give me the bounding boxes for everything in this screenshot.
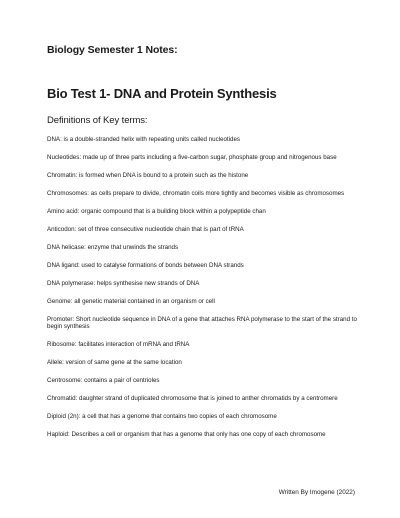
term-name: DNA ligand bbox=[47, 261, 78, 269]
term-definition: facilitates interaction of mRNA and tRNA bbox=[78, 341, 190, 349]
definition-item: DNA: is a double-stranded helix with repeating units called nucleotides bbox=[47, 136, 240, 143]
term-definition: all genetic material contained in an organism or cell bbox=[74, 297, 215, 305]
definition-item: Allele: version of same gene at the same location bbox=[47, 359, 182, 367]
term-name: Diploid (2n) bbox=[47, 413, 79, 421]
definitions-list bbox=[47, 136, 369, 449]
definition-item: Chromosomes: as cells prepare to divide, chromatin coils more tightly and becomes visible as chromosomes bbox=[47, 189, 345, 197]
definition-item: DNA polymerase: helps synthesise new strands of DNA bbox=[47, 279, 200, 287]
term-definition: helps synthesise new strands of DNA bbox=[96, 279, 200, 287]
term-definition: contains a pair of centrioles bbox=[84, 377, 160, 385]
term-definition: is a double-stranded helix with repeating units called nucleotides bbox=[63, 136, 240, 143]
term-name: Genome bbox=[47, 297, 71, 305]
definition-item: Haploid: Describes a cell or organism that has a genome that only has one copy of each chromosome bbox=[47, 431, 326, 439]
term-name: Anticodon bbox=[47, 225, 75, 233]
term-definition: Describes a cell or organism that has a genome that only has one copy of each chromosome bbox=[71, 431, 326, 439]
term-definition: used to catalyse formations of bonds between DNA strands bbox=[81, 261, 244, 269]
definition-item: Centrosome: contains a pair of centrioles bbox=[47, 377, 160, 385]
definition-item: Chromatin: is formed when DNA is bound to a protein such as the histone bbox=[47, 171, 249, 179]
author-footer: Written By Imogene (2022) bbox=[278, 489, 355, 496]
term-definition: organic compound that is a building block within a polypeptide chan bbox=[81, 207, 266, 215]
term-definition: set of three consecutive nucleotide chain that is part of tRNA bbox=[77, 225, 244, 233]
term-name: DNA helicase bbox=[47, 243, 85, 251]
term-name: Promoter bbox=[47, 315, 73, 323]
definition-item: Anticodon: set of three consecutive nucleotide chain that is part of tRNA bbox=[47, 225, 244, 233]
term-definition: is formed when DNA is bound to a protein such as the histone bbox=[79, 171, 249, 179]
definition-item: Promoter: Short nucleotide sequence in DNA of a gene that attaches RNA polymerase to the start of the strand to begin synthesis bbox=[47, 315, 357, 331]
test-title: Bio Test 1- DNA and Protein Synthesis bbox=[47, 86, 277, 101]
term-name: Ribosome bbox=[47, 341, 75, 349]
definition-item: Ribosome: facilitates interaction of mRNA and tRNA bbox=[47, 341, 190, 349]
term-name: Chromatin bbox=[47, 171, 76, 179]
term-definition: Short nucleotide sequence in DNA of a gene that attaches RNA polymerase to the start of the strand to begin synthesis bbox=[47, 315, 357, 331]
term-name: Haploid bbox=[47, 431, 68, 439]
term-name: DNA polymerase bbox=[47, 279, 94, 287]
page-header: Biology Semester 1 Notes: bbox=[47, 44, 178, 56]
term-name: Chromosomes bbox=[47, 189, 88, 197]
term-name: Nucleotides bbox=[47, 153, 80, 161]
section-heading: Definitions of Key terms: bbox=[47, 115, 148, 126]
term-definition: a cell that has a genome that contains two copies of each chromosome bbox=[82, 413, 277, 421]
definition-item: Amino acid: organic compound that is a building block within a polypeptide chan bbox=[47, 207, 266, 215]
definition-item: Nucleotides: made up of three parts including a five-carbon sugar, phosphate group and nitrogenous base bbox=[47, 153, 337, 161]
definition-item: DNA ligand: used to catalyse formations of bonds between DNA strands bbox=[47, 261, 244, 269]
term-name: Chromatid bbox=[47, 395, 76, 403]
term-name: Amino acid bbox=[47, 207, 78, 215]
definition-item: Genome: all genetic material contained in an organism or cell bbox=[47, 297, 215, 305]
definition-item: Chromatid: daughter strand of duplicated chromosome that is joined to anther chromatids by a centromere bbox=[47, 395, 338, 403]
term-definition: enzyme that unwinds the strands bbox=[87, 243, 179, 251]
term-name: Centrosome bbox=[47, 377, 81, 385]
definition-item: DNA helicase: enzyme that unwinds the strands bbox=[47, 243, 179, 251]
term-definition: made up of three parts including a five-carbon sugar, phosphate group and nitrogenous base bbox=[82, 153, 337, 161]
term-name: DNA bbox=[47, 136, 61, 143]
term-definition: daughter strand of duplicated chromosome that is joined to anther chromatids by a centromere bbox=[79, 395, 338, 403]
term-definition: version of same gene at the same location bbox=[65, 359, 182, 367]
term-name: Allele bbox=[47, 359, 63, 367]
term-definition: as cells prepare to divide, chromatin coils more tightly and becomes visible as chromosomes bbox=[90, 189, 345, 197]
definition-item: Diploid (2n): a cell that has a genome that contains two copies of each chromosome bbox=[47, 413, 277, 421]
